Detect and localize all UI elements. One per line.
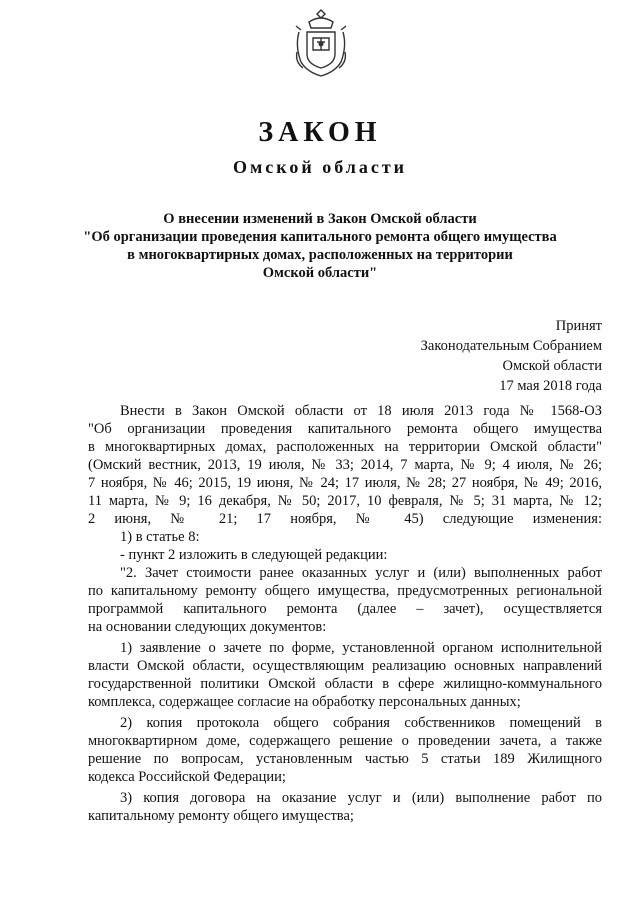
list-item-line: капитальному ремонту общего имущества;	[88, 808, 354, 824]
body-line: Внести в Закон Омской области от 18 июля 2013 года № 1568-ОЗ	[120, 403, 602, 419]
law-heading	[80, 210, 560, 282]
clause-line: по капитальному ремонту общего имущества, предусмотренных региональной	[88, 583, 602, 599]
body-line: (Омский вестник, 2013, 19 июля, № 33; 2014, 7 марта, № 9; 4 июля, № 26;	[88, 457, 602, 473]
adoption-line: Омской области	[502, 358, 602, 374]
clause-line: "2. Зачет стоимости ранее оказанных услуг и (или) выполненных работ	[120, 565, 602, 581]
body-line: 7 ноября, № 46; 2015, 19 июня, № 24; 17 июля, № 28; 27 ноября, № 49; 2016,	[88, 475, 602, 491]
list-item-line: государственной политики Омской области в сфере жилищно-коммунального	[88, 676, 602, 692]
law-title: ЗАКОН	[258, 117, 382, 148]
omsk-coat-of-arms-emblem	[293, 8, 349, 78]
body-line: 11 марта, № 9; 16 декабря, № 50; 2017, 10 февраля, № 5; 31 марта, № 12;	[88, 493, 602, 509]
heading-line: Омской области"	[262, 265, 378, 281]
clause-line: на основании следующих документов:	[88, 619, 327, 635]
list-item-line: 3) копия договора на оказание услуг и (или) выполнение работ по	[120, 790, 602, 806]
heading-line: в многоквартирных домах, расположенных на территории	[127, 247, 513, 263]
adoption-block	[421, 316, 602, 396]
adoption-line: Законодательным Собранием	[420, 338, 602, 354]
region-name: Омской области	[232, 157, 408, 177]
adoption-line: Принят	[555, 318, 602, 334]
list-item-line: 1) заявление о зачете по форме, установленной органом исполнительной	[120, 640, 602, 656]
adoption-date: 17 мая 2018 года	[499, 378, 602, 394]
list-item-line: 2) копия протокола общего собрания собственников помещений в	[120, 715, 602, 731]
list-item-line: решение по вопросам, установленным частью 5 статьи 189 Жилищного	[88, 751, 602, 767]
clause-line: программой капитального ремонта (далее – зачет), осуществляется	[88, 601, 602, 617]
list-item-line: власти Омской области, осуществляющим реализацию основных направлений	[88, 658, 602, 674]
law-body	[88, 402, 602, 825]
body-line: 2 июня, № 21; 17 ноября, № 45) следующие изменения:	[88, 511, 602, 527]
body-line: в многоквартирных домах, расположенных на территории Омской области"	[88, 439, 602, 455]
body-line: "Об организации проведения капитального ремонта общего имущества	[88, 421, 602, 437]
list-item-line: комплекса, содержащее согласие на обработку персональных данных;	[88, 694, 521, 710]
heading-line: О внесении изменений в Закон Омской области	[163, 211, 477, 227]
list-item-line: кодекса Российской Федерации;	[88, 769, 286, 785]
list-item-line: многоквартирном доме, содержащего решение о проведении зачета, а также	[88, 733, 602, 749]
item-line: - пункт 2 изложить в следующей редакции:	[120, 547, 388, 563]
heading-line: "Об организации проведения капитального ремонта общего имущества	[83, 229, 557, 245]
item-line: 1) в статье 8:	[120, 529, 200, 545]
